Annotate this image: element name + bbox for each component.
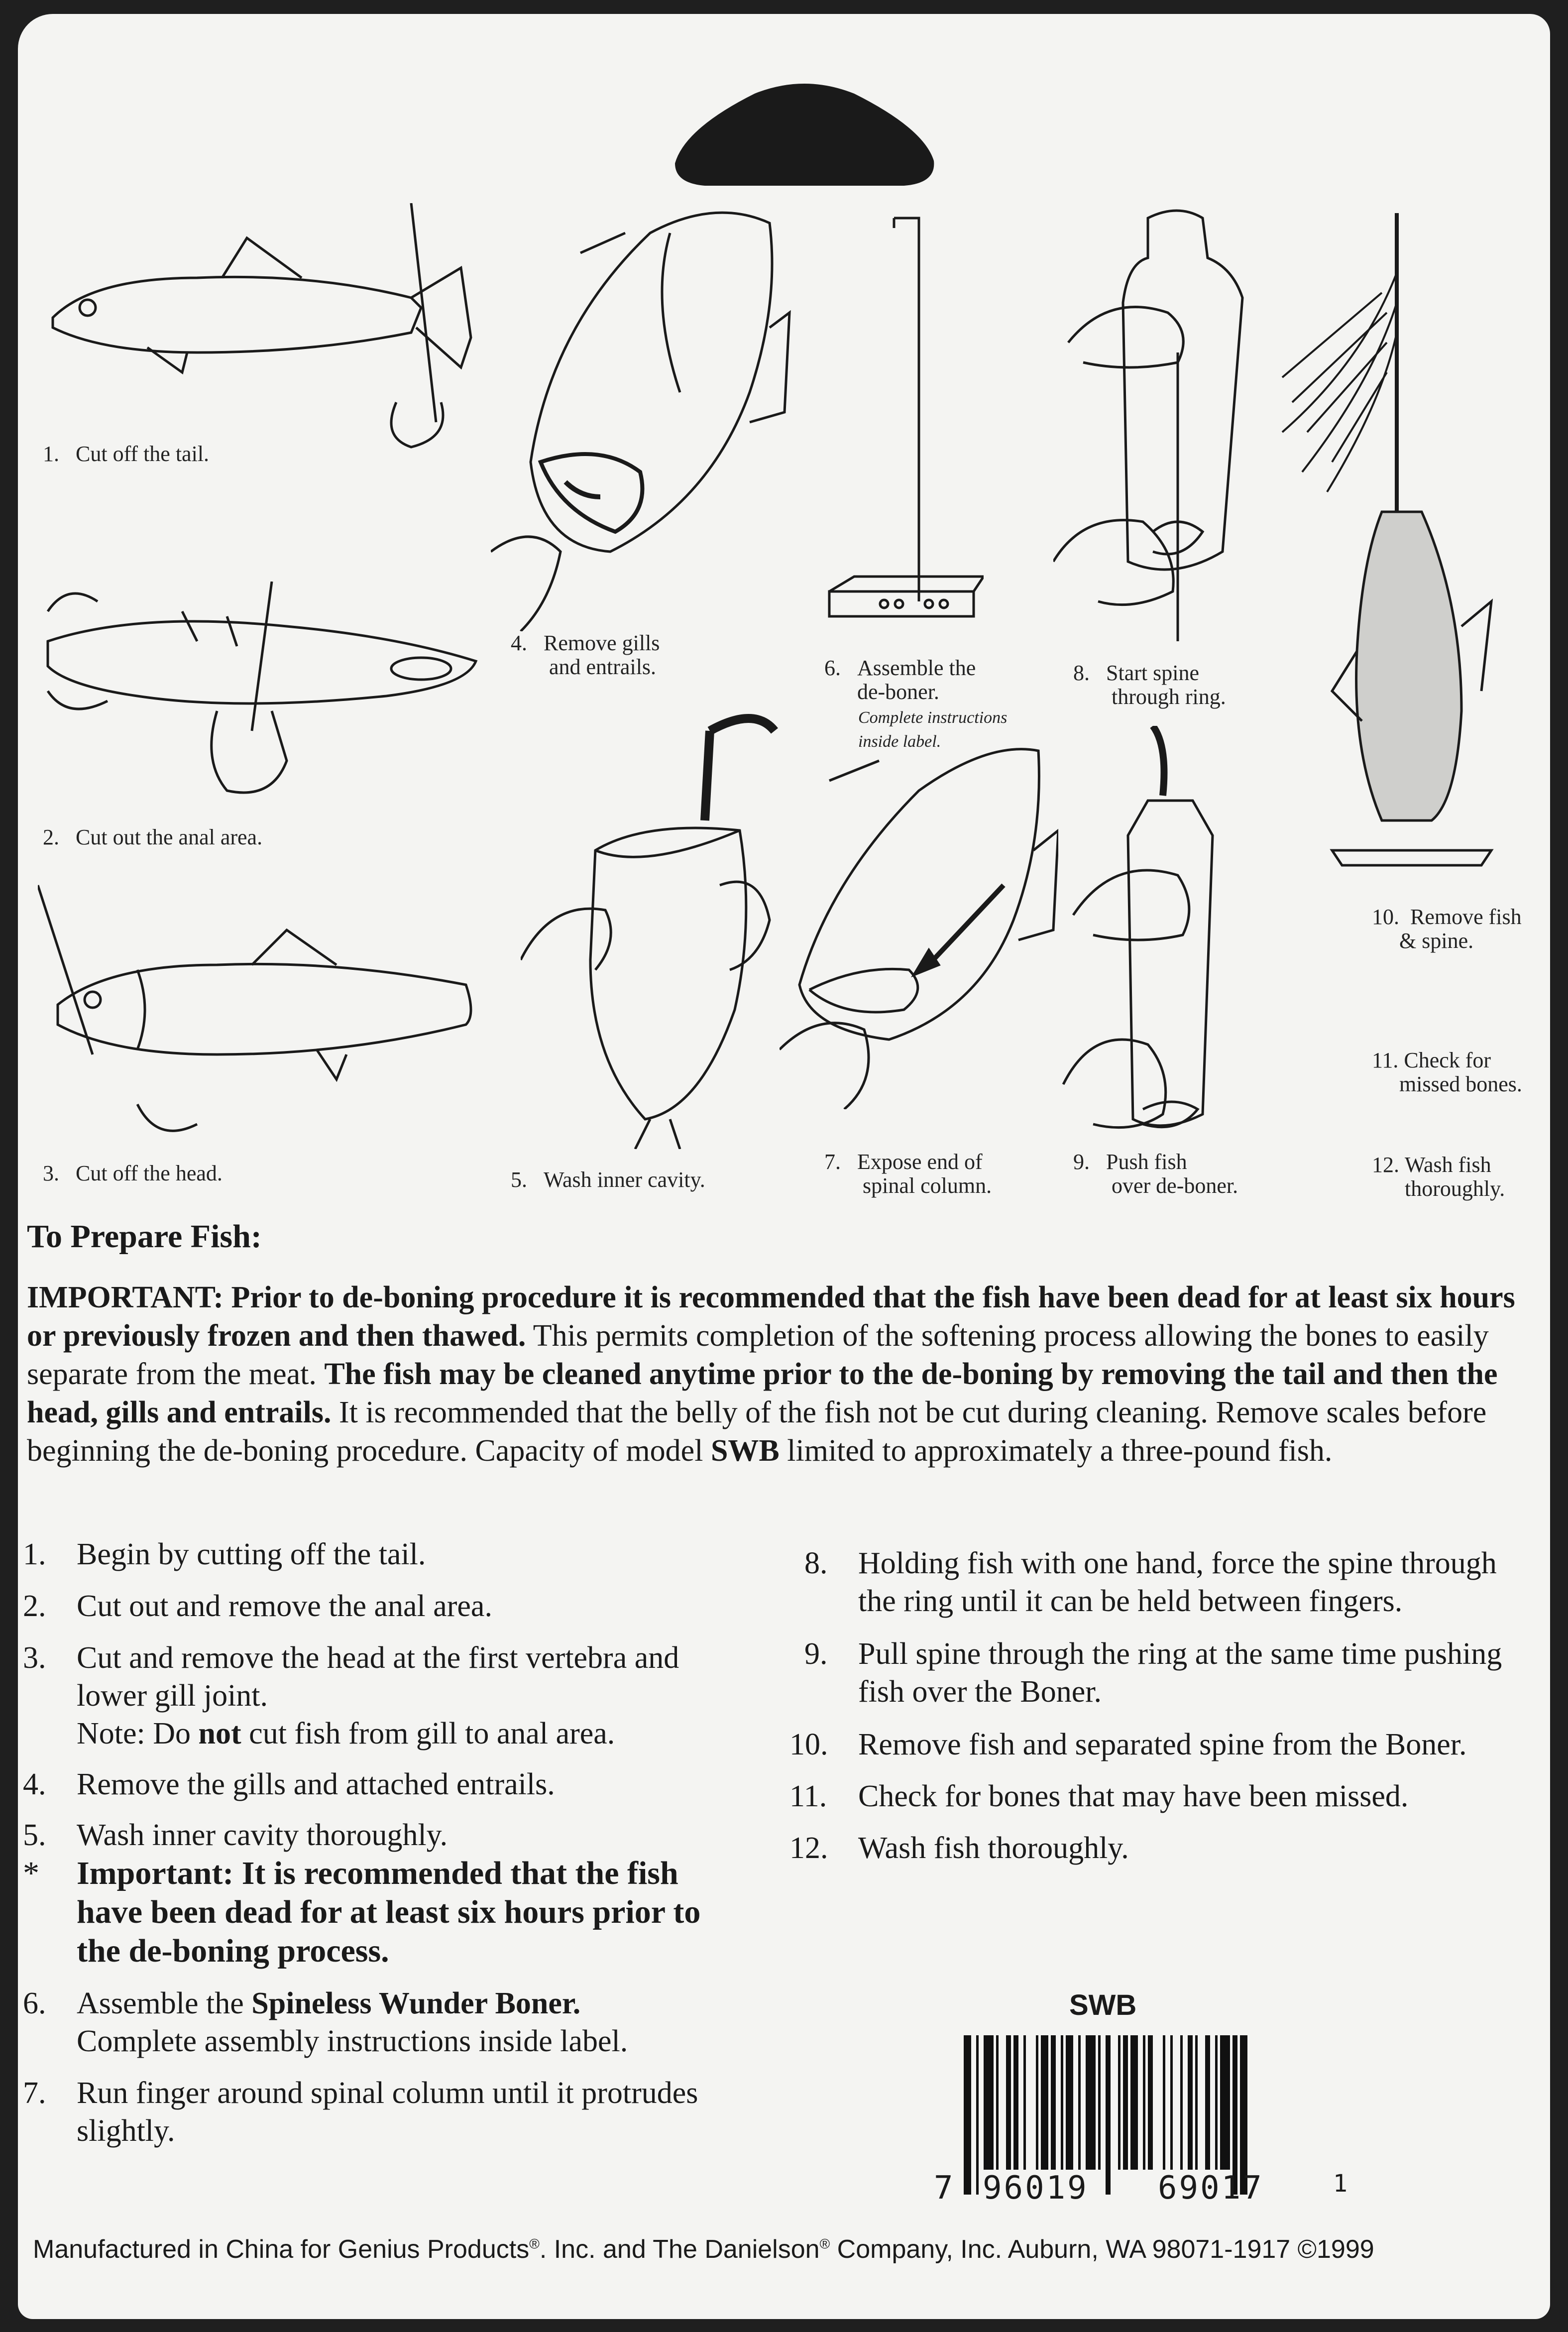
caption-7: 7. Expose end of spinal column. <box>824 1150 992 1198</box>
barcode-bar <box>964 2035 971 2195</box>
caption-10: 10. Remove fish & spine. <box>1372 905 1522 953</box>
step-2: 2. Cut out and remove the anal area. <box>23 1589 492 1623</box>
important-note: * Important: It is recommended that the fish have been dead for at least six hours prior to the de-boning process. <box>23 1855 701 1969</box>
barcode-bar <box>1205 2035 1210 2170</box>
deboned-fish-illustration <box>1312 502 1501 890</box>
start-spine-illustration <box>1053 203 1292 641</box>
step-5: 5. Wash inner cavity thoroughly. <box>23 1818 448 1852</box>
barcode-bar <box>1188 2035 1193 2170</box>
step-9: 9. Pull spine through the ring at the same time pushing fish over the Boner. <box>804 1637 1502 1709</box>
step-4: 4. Remove the gills and attached entrails. <box>23 1767 555 1801</box>
barcode-bar <box>1036 2035 1038 2170</box>
fish-cut-head-illustration <box>38 865 486 1144</box>
manufacturer-footer: Manufactured in China for Genius Products®. Inc. and The Danielson® Company, Inc. Auburn, WA 98071-1917 ©1999 <box>33 2235 1374 2264</box>
barcode-bar <box>1195 2035 1198 2170</box>
barcode-bar <box>1066 2035 1073 2170</box>
model-number: SWB <box>1069 1989 1137 2021</box>
step-1: 1. Begin by cutting off the tail. <box>23 1537 426 1571</box>
barcode-bar <box>1130 2035 1138 2170</box>
barcode-group-2: 69017 <box>1158 2170 1264 2207</box>
barcode-bar <box>1106 2035 1111 2195</box>
step-7: 7. Run finger around spinal column until it protrudes slightly. <box>23 2076 698 2148</box>
barcode-bar <box>1013 2035 1018 2170</box>
barcode-bar <box>1170 2035 1173 2170</box>
caption-8: 8. Start spine through ring. <box>1073 661 1226 709</box>
step-12: 12. Wash fish thoroughly. <box>789 1831 1129 1865</box>
barcode-bar <box>1220 2035 1230 2170</box>
barcode-bar <box>1006 2035 1011 2170</box>
steps-left-list <box>23 1535 750 2150</box>
expose-spine-illustration <box>780 731 1058 1109</box>
push-fish-illustration <box>1053 726 1292 1144</box>
barcode-left-digit: 7 <box>934 2170 953 2207</box>
package-card <box>18 14 1550 2319</box>
caption-11: 11. Check for missed bones. <box>1372 1048 1522 1096</box>
hang-hole <box>665 74 944 198</box>
barcode-bar <box>984 2035 994 2170</box>
caption-12: 12. Wash fish thoroughly. <box>1372 1153 1505 1201</box>
barcode-bar <box>976 2035 979 2195</box>
steps-right-list <box>789 1544 1521 1867</box>
step-10: 10. Remove fish and separated spine from the Boner. <box>789 1728 1467 1761</box>
barcode-bar <box>1118 2035 1120 2170</box>
barcode-bar <box>1163 2035 1165 2170</box>
step-6: 6. Assemble the Spineless Wunder Boner. Complete assembly instructions inside label. <box>23 1986 628 2058</box>
barcode-bar <box>1086 2035 1096 2170</box>
prepare-fish-heading: To Prepare Fish: <box>27 1218 262 1255</box>
barcode-right-digit: 1 <box>1333 2170 1347 2198</box>
remove-gills-illustration <box>491 203 799 631</box>
wash-cavity-illustration <box>521 711 784 1149</box>
caption-5: 5. Wash inner cavity. <box>511 1167 705 1192</box>
barcode-group-1: 96019 <box>983 2170 1089 2207</box>
step-8: 8. Holding fish with one hand, force the spine through the ring until it can be held between fingers. <box>804 1546 1497 1618</box>
caption-2: 2. Cut out the anal area. <box>43 825 263 849</box>
barcode-bar <box>1078 2035 1081 2170</box>
step-11: 11. Check for bones that may have been missed. <box>789 1779 1409 1813</box>
caption-6: 6. Assemble the de-boner. Complete instructions inside label. <box>824 656 1008 751</box>
intro-paragraph: IMPORTANT: Prior to de-boning procedure it is recommended that the fish have been dead for at least six hours or previously frozen and then thawed. This permits completion of the softening process allowing the bones to easily separate from the meat. The fish may be cleaned anytime prior to the de-boning by removing the tail and then the head, gills and entrails. It is recommended that the belly of the fish not be cut during cleaning. Remove scales before beginning the de-boning procedure. Capacity of model SWB limited to approximately a three-pound fish. <box>27 1281 1515 1468</box>
caption-9: 9. Push fish over de-boner. <box>1073 1150 1238 1198</box>
barcode-bar <box>1098 2035 1101 2170</box>
barcode-bar <box>1215 2035 1218 2170</box>
barcode-bar <box>1180 2035 1183 2170</box>
barcode-bar <box>1123 2035 1128 2170</box>
barcode-bar <box>1041 2035 1048 2170</box>
step-3: 3. Cut and remove the head at the first vertebra and lower gill joint. Note: Do not cut fish from gill to anal area. <box>23 1641 679 1750</box>
barcode-bar <box>996 2035 999 2170</box>
separated-spine-illustration <box>1262 213 1442 512</box>
caption-3: 3. Cut off the head. <box>43 1161 223 1185</box>
fish-cut-tail-illustration <box>33 203 481 482</box>
barcode-bar <box>1148 2035 1153 2170</box>
caption-1: 1. Cut off the tail. <box>43 442 210 466</box>
barcode-bar <box>1023 2035 1026 2170</box>
deboner-stand-illustration <box>824 213 984 661</box>
caption-4: 4. Remove gills and entrails. <box>511 631 660 679</box>
barcode-bar <box>1143 2035 1145 2170</box>
barcode-bar <box>1051 2035 1056 2170</box>
barcode-bar <box>1061 2035 1063 2170</box>
fish-cut-anal-area-illustration <box>38 582 486 806</box>
